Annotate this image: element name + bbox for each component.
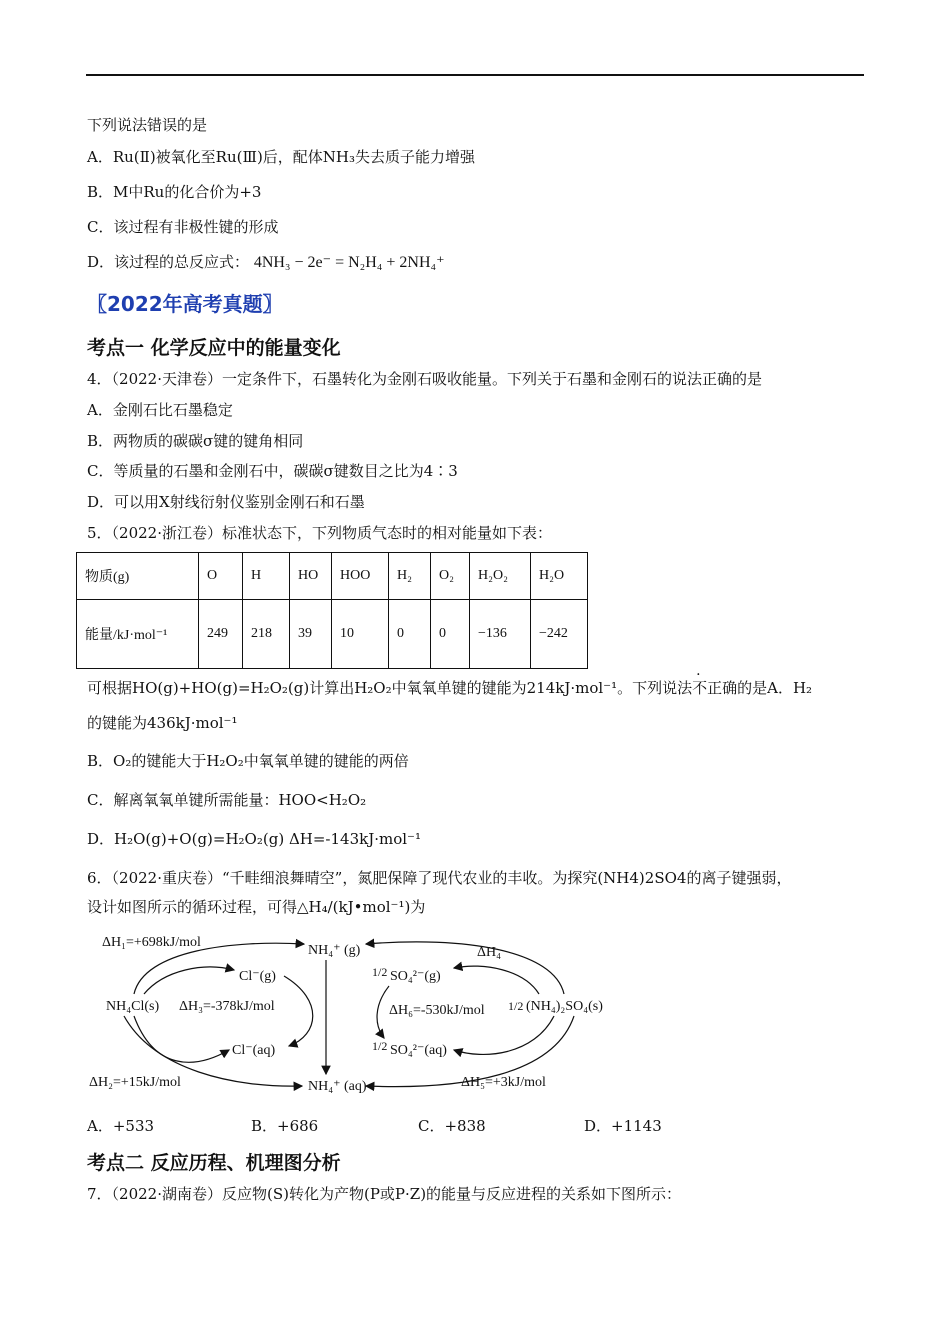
arrow-dh4 (366, 942, 564, 994)
q3-option-d (87, 252, 445, 273)
q5-emphasis: 不正确 (692, 679, 738, 697)
q6-stem: 6．（2022·重庆卷）“千畦细浪舞晴空”，氮肥保障了现代农业的丰收。为探究(NH4)2SO4的离子键强弱， (87, 869, 792, 887)
table-cell: −242 (531, 600, 588, 669)
table-cell: 10 (332, 600, 389, 669)
table-cell: 249 (199, 600, 243, 669)
nh4-aq-label: NH₄⁺ (aq) (308, 1079, 367, 1094)
table-cell: 0 (431, 600, 470, 669)
dh3-label: ΔH₃=-378kJ/mol (179, 999, 275, 1014)
q5-line-1-a: 可根据HO(g)+HO(g)=H₂O₂(g)计算出H₂O₂中氧氧单键的键能为214kJ·mol⁻¹。下列说法 (87, 679, 693, 697)
dh2-label: ΔH₂=+15kJ/mol (89, 1075, 181, 1090)
table-cell: −136 (470, 600, 531, 669)
q5-option-d: D．H₂O(g)+O(g)=H₂O₂(g) ΔH=-143kJ·mol⁻¹ (87, 830, 421, 848)
arrow-to-cl-gas (144, 967, 234, 994)
q5-line-1 (87, 678, 812, 698)
q3-option-d-label: D．该过程的总反应式： (87, 253, 250, 271)
half-label: 1/2 (372, 965, 388, 979)
q4-option-b: B．两物质的碳碳σ键的键角相同 (87, 432, 304, 450)
q4-option-d: D．可以用X射线衍射仪鉴别金刚石和石墨 (87, 493, 365, 511)
half-label: 1/2 (372, 1039, 388, 1053)
q6-stem-2: 设计如图所示的循环过程，可得△H₄/(kJ•mol⁻¹)为 (87, 898, 426, 916)
dh1-label: ΔH₁=+698kJ/mol (102, 935, 201, 950)
q5-option-b: B．O₂的键能大于H₂O₂中氧氧单键的键能的两倍 (87, 752, 409, 770)
q6-option-c: C．+838 (418, 1117, 486, 1135)
table-header-cell: HOO (332, 553, 389, 600)
arrow-dh1 (134, 943, 304, 994)
q6-option-a: A．+533 (87, 1117, 155, 1135)
table-cell: 0 (389, 600, 431, 669)
so4-gas-label: SO₄²⁻(g) (390, 969, 441, 984)
energy-table (76, 552, 588, 669)
q3-option-d-formula: 4NH₃ − 2e⁻ = N₂H₄ + 2NH₄⁺ (253, 254, 445, 271)
thermo-cycle-diagram (84, 930, 624, 1100)
q3-option-c: C．该过程有非极性键的形成 (87, 218, 279, 236)
q7-stem: 7．（2022·湖南卷）反应物(S)转化为产物(P或P·Z)的能量与反应进程的关系如下图所示： (87, 1185, 682, 1203)
q5-stem: 5．（2022·浙江卷）标准状态下，下列物质气态时的相对能量如下表： (87, 524, 552, 542)
dh5-label: ΔH₅=+3kJ/mol (461, 1075, 546, 1090)
q4-option-c: C．等质量的石墨和金刚石中，碳碳σ键数目之比为4∶3 (87, 462, 458, 480)
table-header-cell: H (243, 553, 290, 600)
dh6-label: ΔH₆=-530kJ/mol (389, 1003, 485, 1018)
so4-aq-label: SO₄²⁻(aq) (390, 1043, 447, 1058)
half-label: 1/2 (508, 999, 524, 1013)
arrow-to-so4-gas (454, 966, 539, 994)
nh42so4-solid-label: (NH₄)₂SO₄(s) (526, 999, 603, 1014)
top-rule (86, 74, 864, 76)
dh4-label: ΔH₄ (477, 945, 501, 960)
q6-option-d: D．+1143 (584, 1117, 662, 1135)
table-header-cell: H₂O₂ (470, 553, 531, 600)
topic-2-heading: 考点二 反应历程、机理图分析 (87, 1152, 341, 1174)
table-header-row (77, 553, 588, 600)
cl-aq-label: Cl⁻(aq) (232, 1043, 276, 1058)
table-row-label: 能量/kJ·mol⁻¹ (77, 600, 199, 669)
table-cell: 218 (243, 600, 290, 669)
table-cell: 39 (290, 600, 332, 669)
q5-line-2: 的键能为436kJ·mol⁻¹ (87, 714, 238, 732)
section-title: 〖2022年高考真题〗 (87, 292, 283, 316)
nh4cl-solid-label: NH₄Cl(s) (106, 999, 160, 1014)
table-header-cell: 物质(g) (77, 553, 199, 600)
table-header-cell: H₂ (389, 553, 431, 600)
q3-option-b: B．M中Ru的化合价为+3 (87, 183, 262, 201)
q4-stem: 4．（2022·天津卷）一定条件下，石墨转化为金刚石吸收能量。下列关于石墨和金刚石的说法正确的是 (87, 370, 762, 388)
topic-1-heading: 考点一 化学反应中的能量变化 (87, 337, 341, 359)
table-row (77, 600, 588, 669)
arrow-dh3 (284, 976, 313, 1046)
arrow-to-so4-aq (454, 1016, 554, 1054)
q5-line-1-b: 的是A．H₂ (737, 679, 813, 697)
arrow-to-cl-aq (134, 1016, 229, 1062)
q5-option-c: C．解离氧氧单键所需能量：HOO<H₂O₂ (87, 791, 367, 809)
arrow-dh6 (377, 986, 389, 1038)
table-header-cell: HO (290, 553, 332, 600)
q3-option-a: A．Ru(Ⅱ)被氧化至Ru(Ⅲ)后，配体NH₃失去质子能力增强 (87, 148, 476, 166)
cl-gas-label: Cl⁻(g) (239, 969, 276, 984)
nh4-gas-label: NH₄⁺ (g) (308, 943, 361, 958)
table-header-cell: H₂O (531, 553, 588, 600)
table-header-cell: O (199, 553, 243, 600)
q6-option-b: B．+686 (251, 1117, 319, 1135)
q3-stem: 下列说法错误的是 (87, 116, 208, 134)
q4-option-a: A．金刚石比石墨稳定 (87, 401, 233, 419)
table-header-cell: O₂ (431, 553, 470, 600)
